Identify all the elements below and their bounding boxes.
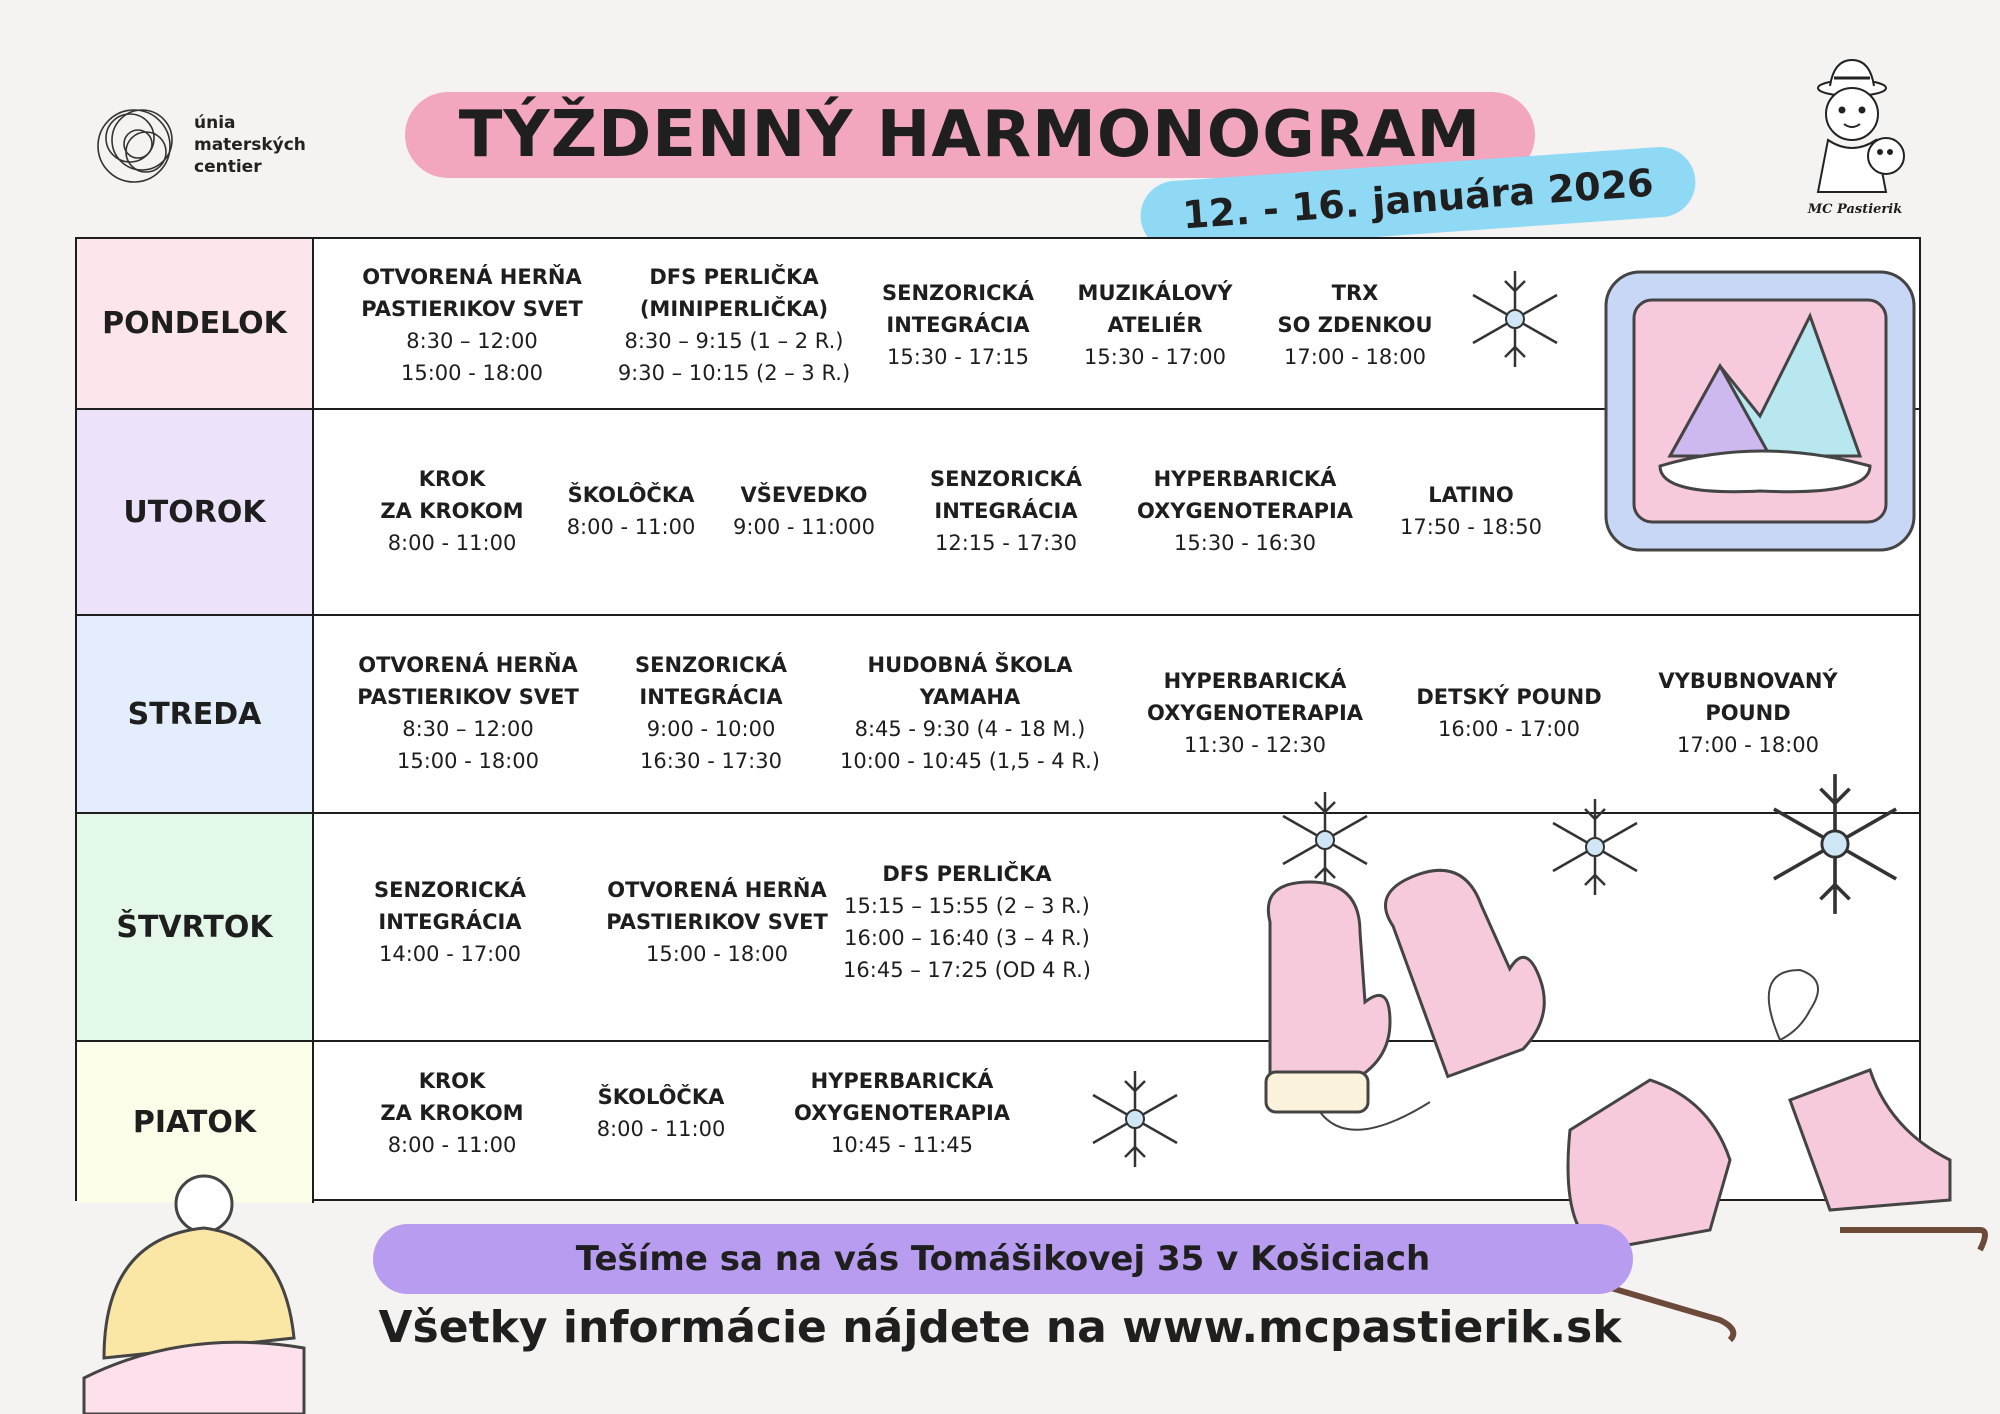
activity-item	[606, 874, 828, 970]
activity-time: 8:45 - 9:30 (4 - 18 M.)	[854, 717, 1086, 741]
activity-time: 8:30 – 9:15 (1 – 2 R.)	[624, 329, 844, 353]
activity-name: OTVORENÁ HERŇA	[362, 265, 582, 289]
activity-item	[567, 479, 696, 543]
activity-item	[1137, 463, 1353, 559]
address-banner	[373, 1224, 1633, 1294]
activity-time: 8:00 - 11:00	[387, 1133, 517, 1157]
logo-line: únia	[194, 113, 236, 133]
activity-item	[597, 1081, 726, 1145]
day-label: PIATOK	[77, 1042, 314, 1203]
activity-time: 17:50 - 18:50	[1400, 515, 1542, 539]
activity-name: KROK	[418, 467, 486, 491]
activity-name: ATELIÉR	[1107, 313, 1203, 337]
activity-time: 12:15 - 17:30	[935, 531, 1077, 555]
activity-name: LATINO	[1428, 483, 1514, 507]
activity-name: PASTIERIKOV SVET	[361, 297, 583, 321]
activity-name: SENZORICKÁ	[881, 281, 1035, 305]
activity-time: 15:00 - 18:00	[401, 361, 543, 385]
activity-item	[930, 463, 1082, 559]
logo-circles-icon	[90, 96, 186, 192]
activity-name: DFS PERLIČKA	[649, 265, 819, 289]
activity-name: HUDOBNÁ ŠKOLA	[867, 653, 1073, 677]
activity-item	[882, 277, 1034, 373]
activity-item	[843, 858, 1091, 986]
activity-name: ZA KROKOM	[380, 499, 524, 523]
activity-name: OTVORENÁ HERŇA	[607, 878, 827, 902]
activity-time: 9:30 – 10:15 (2 – 3 R.)	[617, 361, 851, 385]
activity-name: OTVORENÁ HERŇA	[358, 653, 578, 677]
activity-item	[1277, 277, 1432, 373]
activity-time: 17:00 - 18:00	[1677, 733, 1819, 757]
activity-name: INTEGRÁCIA	[934, 499, 1078, 523]
shepherd-boy-icon	[1790, 52, 1920, 202]
activity-time: 11:30 - 12:30	[1184, 733, 1326, 757]
activity-time: 8:30 – 12:00	[406, 329, 538, 353]
snowflake-icon	[1460, 264, 1570, 374]
activity-name: ZA KROKOM	[380, 1101, 524, 1125]
logo-unia-materskych-centier	[90, 96, 320, 192]
winter-hat-icon	[64, 1168, 314, 1414]
activity-name: SO ZDENKOU	[1277, 313, 1433, 337]
activity-name: INTEGRÁCIA	[639, 685, 783, 709]
activity-item	[618, 261, 850, 389]
activity-name: (MINIPERLIČKA)	[639, 297, 829, 321]
activity-item	[794, 1065, 1010, 1161]
activity-name: HYPERBARICKÁ	[1163, 669, 1347, 693]
website-text: Všetky informácie nájdete na www.mcpastierik.sk	[378, 1302, 1622, 1353]
mountain-picture-icon	[1600, 266, 1920, 556]
activity-name: DETSKÝ POUND	[1416, 685, 1602, 709]
activity-time: 16:45 – 17:25 (OD 4 R.)	[843, 958, 1091, 982]
activity-item	[1416, 681, 1601, 745]
activity-name: DFS PERLIČKA	[882, 862, 1052, 886]
activity-time: 16:00 – 16:40 (3 – 4 R.)	[844, 926, 1090, 950]
day-label: ŠTVRTOK	[77, 814, 314, 1040]
activity-time: 8:00 - 11:00	[596, 1117, 726, 1141]
activity-item	[1147, 665, 1363, 761]
activity-item	[840, 649, 1100, 777]
activity-name: SENZORICKÁ	[634, 653, 788, 677]
activity-time: 15:30 - 16:30	[1174, 531, 1316, 555]
address-text: Tešíme sa na vás Tomášikovej 35 v Košiciach	[575, 1239, 1431, 1279]
logo-line: centier	[194, 157, 262, 177]
activity-item	[1078, 277, 1233, 373]
activity-time: 10:45 - 11:45	[831, 1133, 973, 1157]
activity-name: PASTIERIKOV SVET	[357, 685, 579, 709]
activity-name: OXYGENOTERAPIA	[1146, 701, 1364, 725]
activity-time: 8:30 – 12:00	[402, 717, 534, 741]
logo-text	[194, 112, 306, 178]
activity-name: SENZORICKÁ	[929, 467, 1083, 491]
activity-name: POUND	[1705, 701, 1791, 725]
activity-time: 10:00 - 10:45 (1,5 - 4 R.)	[840, 749, 1100, 773]
activity-time: 8:00 - 11:00	[566, 515, 696, 539]
activity-name: ŠKOLÔČKA	[567, 483, 695, 507]
day-label: UTOROK	[77, 410, 314, 614]
activity-item	[357, 649, 579, 777]
activity-time: 9:00 - 10:00	[646, 717, 776, 741]
activity-name: PASTIERIKOV SVET	[606, 910, 828, 934]
activity-time: 17:00 - 18:00	[1284, 345, 1426, 369]
activity-time: 15:00 - 18:00	[397, 749, 539, 773]
page-title: TÝŽDENNÝ HARMONOGRAM	[458, 98, 1482, 172]
activity-time: 16:30 - 17:30	[640, 749, 782, 773]
activity-time: 8:00 - 11:00	[387, 531, 517, 555]
snowflake-icon	[1755, 764, 1915, 924]
activity-name: VYBUBNOVANÝ	[1658, 669, 1838, 693]
activity-time: 15:30 - 17:00	[1084, 345, 1226, 369]
activity-name: HYPERBARICKÁ	[1153, 467, 1337, 491]
day-label: PONDELOK	[77, 239, 314, 408]
logo-brand-text: MC Pastierik	[1807, 202, 1903, 217]
table-row-streda	[77, 616, 1919, 814]
activity-item	[380, 1065, 523, 1161]
logo-mc-pastierik	[1790, 52, 1920, 232]
activity-name: INTEGRÁCIA	[378, 910, 522, 934]
activity-item	[1658, 665, 1837, 761]
activity-name: OXYGENOTERAPIA	[793, 1101, 1011, 1125]
activity-item	[380, 463, 523, 559]
snowflake-icon	[1080, 1064, 1190, 1174]
activity-name: OXYGENOTERAPIA	[1136, 499, 1354, 523]
date-range: 12. - 16. januára 2026	[1181, 160, 1655, 238]
activity-name: HYPERBARICKÁ	[810, 1069, 994, 1093]
activity-name: INTEGRÁCIA	[886, 313, 1030, 337]
activity-name: KROK	[418, 1069, 486, 1093]
activity-time: 9:00 - 11:000	[733, 515, 875, 539]
title-banner	[405, 92, 1535, 178]
activity-item	[361, 261, 583, 389]
activity-time: 16:00 - 17:00	[1438, 717, 1580, 741]
activity-time: 15:30 - 17:15	[887, 345, 1029, 369]
activity-name: VŠEVEDKO	[740, 483, 868, 507]
activity-name: YAMAHA	[919, 685, 1021, 709]
activity-name: MUZIKÁLOVÝ	[1077, 281, 1233, 305]
logo-line: materských	[194, 135, 306, 155]
activity-name: SENZORICKÁ	[373, 878, 527, 902]
activity-item	[374, 874, 526, 970]
activity-time: 15:00 - 18:00	[646, 942, 788, 966]
activity-item	[1400, 479, 1542, 543]
activity-item	[733, 479, 875, 543]
activity-time: 14:00 - 17:00	[379, 942, 521, 966]
day-label: STREDA	[77, 616, 314, 812]
activity-name: TRX	[1331, 281, 1379, 305]
activity-time: 15:15 – 15:55 (2 – 3 R.)	[844, 894, 1090, 918]
activity-name: ŠKOLÔČKA	[597, 1085, 725, 1109]
activity-item	[635, 649, 787, 777]
